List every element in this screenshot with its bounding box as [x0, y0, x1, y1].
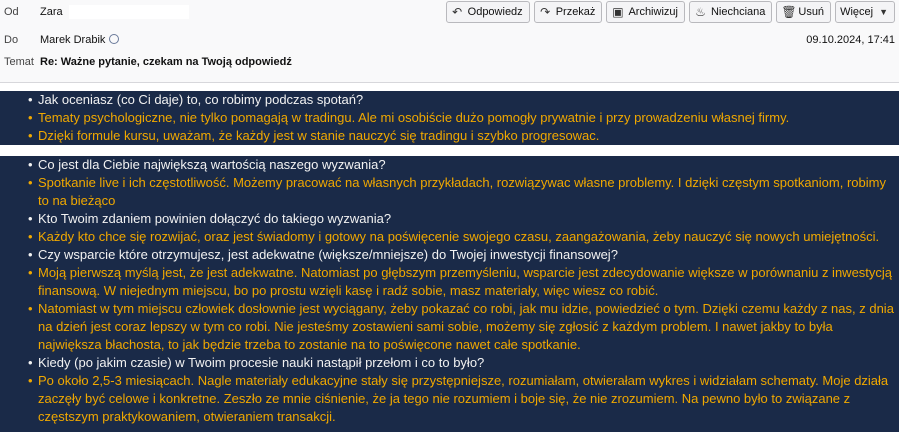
- subject-value: Re: Ważne pytanie, czekam na Twoją odpowiedź: [40, 56, 292, 68]
- archive-button[interactable]: [606, 1, 685, 23]
- body-top-space: [0, 83, 899, 91]
- subject-label: Temat: [4, 56, 34, 68]
- archive-label: Archiwizuj: [628, 6, 678, 18]
- answer-item: • Tematy psychologiczne, nie tylko pomagają w tradingu. Ale mi osobiście dużo pomogły prywatnie i przy prowadzeniu własnej firmy.: [38, 109, 899, 127]
- forward-icon: ↷: [540, 5, 551, 19]
- message-date: 09.10.2024, 17:41: [806, 34, 895, 46]
- body-block-2: [0, 156, 899, 432]
- junk-button[interactable]: [689, 1, 772, 23]
- forward-label: Przekaż: [555, 6, 596, 18]
- question-item: • Jak oceniasz (co Ci daje) to, co robimy podczas spotań?: [38, 91, 899, 109]
- more-button[interactable]: [835, 1, 895, 23]
- from-name[interactable]: Zara: [40, 5, 63, 18]
- question-item: • Czy wsparcie które otrzymujesz, jest adekwatne (większe/mniejsze) do Twojej inwestycji finansowej?: [38, 246, 899, 264]
- answer-item: • Spotkanie live i ich częstotliwość. Możemy pracować na własnych przykładach, rozwiązywac własne problemy. I dzięki częstym spotkaniom, robimy to na bieżąco: [38, 174, 899, 210]
- body-block-1: [0, 91, 899, 145]
- to-label: Do: [4, 34, 19, 46]
- trash-icon: 🗑: [781, 5, 797, 19]
- forward-button[interactable]: [534, 1, 603, 23]
- reply-label: Odpowiedz: [467, 6, 523, 18]
- to-value[interactable]: [40, 34, 119, 46]
- reply-button[interactable]: [446, 1, 530, 23]
- to-name[interactable]: Marek Drabik: [40, 34, 106, 46]
- message-header: [0, 0, 899, 82]
- from-value[interactable]: [40, 5, 189, 19]
- reply-icon: ↶: [452, 5, 463, 19]
- answer-item: • Po około 2,5-3 miesiącach. Nagle materiały edukacyjne stały się przystępniejsze, rozumiałam, otwierałam wykres i widziałam schematy. Moje działa zaczęły być celowe i konkretne. Zeszło ze mnie ciśnienie, że ja tego nie rozumiem i boje się, że nie zrozumiem. Na pewno było to związane z częstszym praktykowaniem, otwieraniem transakcji.: [38, 372, 899, 426]
- redacted-email: [69, 5, 189, 19]
- block1-list: [0, 91, 899, 145]
- more-label: Więcej: [840, 6, 874, 18]
- answer-item: • Natomiast w tym miejscu człowiek dosłownie jest wyciągany, żeby pokazać co robi, jak mu idzie, powiedzieć o tym. Dzięki czemu każdy z nas, z dnia na dzień jest coraz lepszy w tym co robi. Nie jesteśmy zostawieni sami sobie, możemy się zgłosić z każdym problem. I nawet jakby to była największa błachosta, to jak będzie trzeba to zostanie na to poświęcone nawet całe spotkanie.: [38, 300, 899, 354]
- archive-icon: ▣: [612, 5, 624, 19]
- question-item: • Kiedy (po jakim czasie) w Twoim procesie nauki nastąpił przełom i co to było?: [38, 354, 899, 372]
- body-gap: [0, 145, 899, 156]
- flame-icon: ♨: [695, 5, 706, 19]
- delete-label: Usuń: [798, 6, 825, 18]
- chevron-down-icon: ▼: [879, 7, 888, 17]
- block2-list: [0, 156, 899, 426]
- answer-item: • Moją pierwszą myślą jest, że jest adekwatne. Natomiast po głębszym przemyśleniu, wsparcie jest zdecydowanie większe w porównaniu z inwestycją finansową. W niejednym miejscu, bo po prostu wzięli kasę i radź sobie, masz materiały, więc wiesz co robić.: [38, 264, 899, 300]
- delete-button[interactable]: [776, 1, 831, 23]
- message-toolbar: [446, 1, 895, 23]
- from-label: Od: [4, 6, 19, 18]
- answer-item: • Dzięki formule kursu, uważam, że każdy jest w stanie nauczyć się tradingu i szybko progresowac.: [38, 127, 899, 145]
- contact-icon[interactable]: [109, 34, 119, 44]
- question-item: • Co jest dla Ciebie największą wartością naszego wyzwania?: [38, 156, 899, 174]
- answer-item: • Każdy kto chce się rozwijać, oraz jest świadomy i gotowy na poświęcenie swojego czasu, zaangażowania, żeby nauczyć się nowych umiejętności.: [38, 228, 899, 246]
- question-item: • Kto Twoim zdaniem powinien dołączyć do takiego wyzwania?: [38, 210, 899, 228]
- junk-label: Niechciana: [710, 6, 766, 18]
